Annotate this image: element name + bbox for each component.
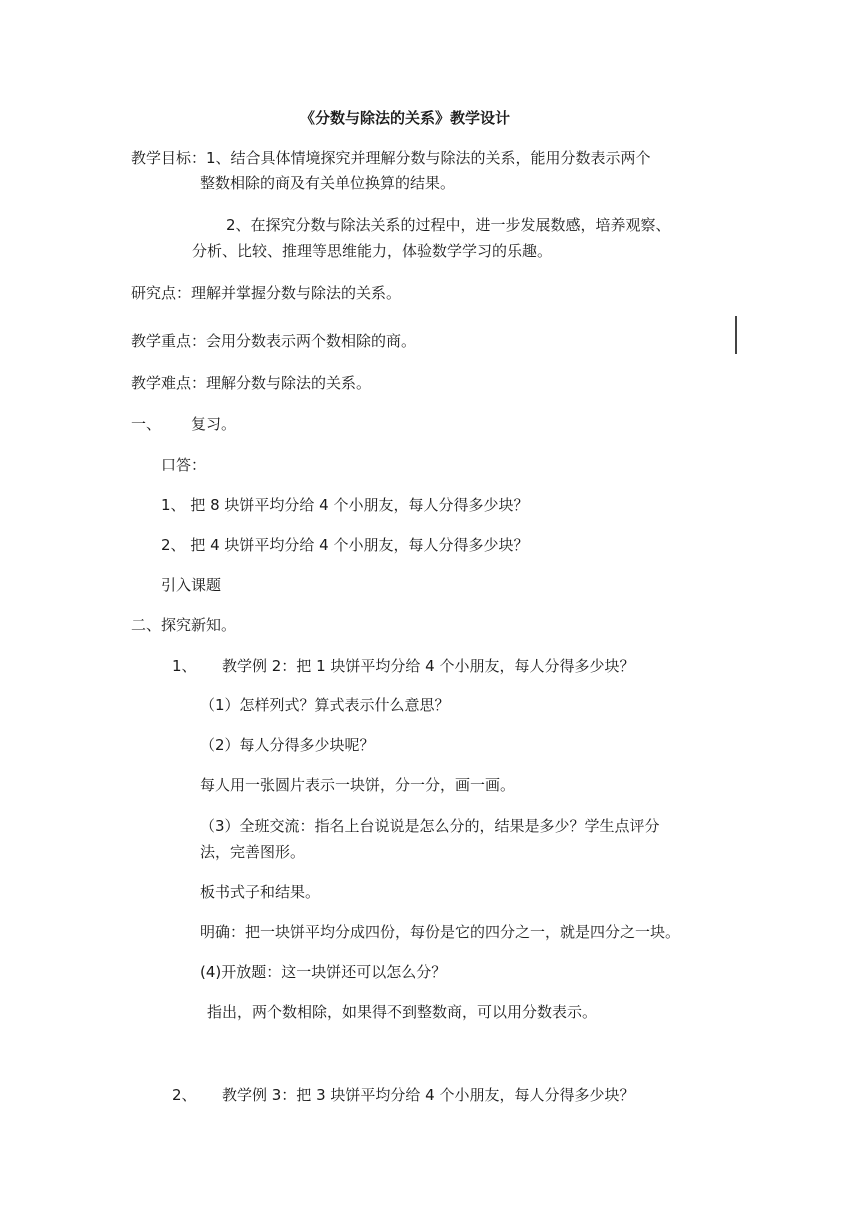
section1-title: 复习。	[191, 415, 237, 433]
step-3-line-1: （3）全班交流：指名上台说说是怎么分的，结果是多少？学生点评分	[200, 817, 660, 835]
step-2-detail: 每人用一张圆片表示一块饼，分一分，画一画。	[200, 776, 516, 794]
section1-number: 一、	[131, 415, 162, 433]
step-1: （1）怎样列式？算式表示什么意思？	[200, 696, 450, 714]
oral-label: 口答：	[161, 456, 207, 474]
example3-text: 教学例 3：把 3 块饼平均分给 4 个小朋友，每人分得多少块？	[222, 1086, 635, 1104]
research-point: 研究点：理解并掌握分数与除法的关系。	[131, 284, 402, 302]
board-writing: 板书式子和结果。	[200, 883, 321, 901]
review-question-1: 1、 把 8 块饼平均分给 4 个小朋友，每人分得多少块？	[161, 496, 529, 514]
example3-number: 2、	[172, 1086, 197, 1104]
objective-line-4: 分析、比较、推理等思维能力，体验数学学习的乐趣。	[192, 242, 553, 260]
key-point: 教学重点：会用分数表示两个数相除的商。	[131, 332, 417, 350]
objective-line-3: 2、在探究分数与除法关系的过程中，进一步发展数感，培养观察、	[226, 216, 671, 234]
example2-text: 教学例 2：把 1 块饼平均分给 4 个小朋友，每人分得多少块？	[222, 657, 635, 675]
step-2: （2）每人分得多少块呢？	[200, 736, 375, 754]
step-3-line-2: 法，完善图形。	[200, 843, 306, 861]
section2-title: 二、探究新知。	[131, 616, 237, 634]
clarification: 明确：把一块饼平均分成四份，每份是它的四分之一，就是四分之一块。	[200, 923, 681, 941]
review-question-2: 2、 把 4 块饼平均分给 4 个小朋友，每人分得多少块？	[161, 536, 529, 554]
point-out: 指出，两个数相除，如果得不到整数商，可以用分数表示。	[207, 1003, 598, 1021]
difficult-point: 教学难点：理解分数与除法的关系。	[131, 374, 372, 392]
text-cursor	[735, 316, 737, 354]
objective-line-2: 整数相除的商及有关单位换算的结果。	[200, 174, 456, 192]
document-title: 《分数与除法的关系》教学设计	[300, 109, 511, 127]
intro-topic: 引入课题	[161, 576, 222, 594]
example2-number: 1、	[172, 657, 197, 675]
objective-line-1: 教学目标：1、结合具体情境探究并理解分数与除法的关系，能用分数表示两个	[131, 149, 651, 167]
step-4: (4)开放题：这一块饼还可以怎么分？	[200, 963, 447, 981]
